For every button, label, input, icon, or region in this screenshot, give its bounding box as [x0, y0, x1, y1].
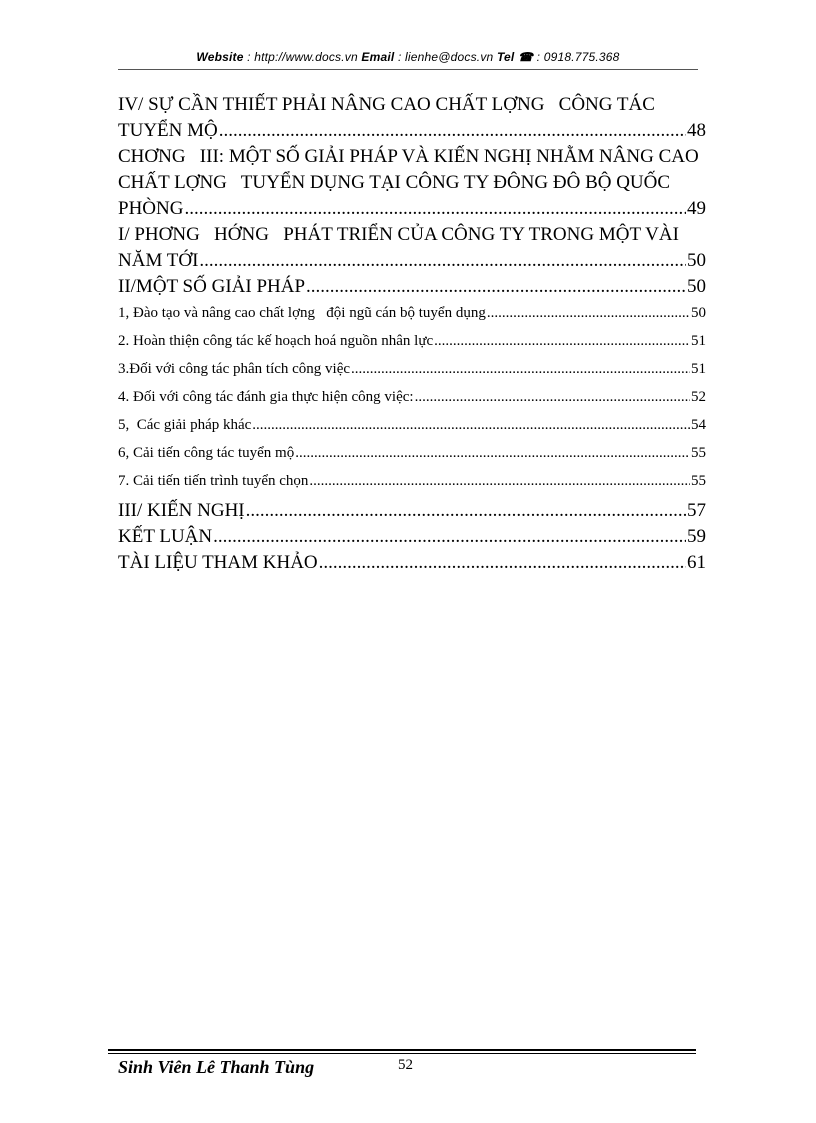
- toc-entry-1-line-1: [118, 92, 706, 118]
- toc-leader-dots: [246, 498, 686, 524]
- toc-entry-2-title-cont: CHẤT LỢNG TUYỂN DỤNG TẠI CÔNG TY ĐÔNG ĐÔ BỘ QUỐC: [118, 172, 671, 193]
- toc-entry-6-page: 59: [687, 526, 706, 547]
- toc-sub-entry-1-title: 1, Đào tạo và nâng cao chất lợng đội ngũ cán bộ tuyển dụng: [118, 305, 486, 321]
- toc-entry-2-line-3: [118, 196, 706, 222]
- footer-divider: [108, 1049, 696, 1051]
- toc-entry-2-title: CHƠNG III: MỘT SỐ GIẢI PHÁP VÀ KIẾN NGHỊ NHẰM NÂNG CAO: [118, 146, 699, 167]
- toc-entry-3-title-cont: NĂM TỚI: [118, 250, 199, 271]
- toc-leader-dots: [252, 412, 690, 438]
- toc-entry-3-line-1: [118, 222, 706, 248]
- toc-entry-5-page: 57: [687, 500, 706, 521]
- toc-sub-entry-1: [118, 300, 706, 326]
- toc-sub-entry-3: [118, 356, 706, 382]
- footer-author: Sinh Viên Lê Thanh Tùng: [118, 1057, 315, 1077]
- toc-leader-dots: [199, 248, 686, 274]
- toc-sub-entry-2: [118, 328, 706, 354]
- toc-entry-7: [118, 550, 706, 576]
- toc-entry-4: [118, 274, 706, 300]
- toc-entry-3-line-2: [118, 248, 706, 274]
- toc-leader-dots: [295, 440, 690, 466]
- toc-sub-entry-6: [118, 440, 706, 466]
- toc-sub-entry-7-page: 55: [691, 473, 706, 489]
- toc-sub-entry-5-title: 5, Các giải pháp khác: [118, 417, 252, 433]
- toc-leader-dots: [487, 300, 690, 326]
- toc-leader-dots: [309, 468, 690, 494]
- toc-entry-2-line-2: [118, 170, 706, 196]
- toc-sub-entry-6-title: 6, Cải tiến công tác tuyển mộ: [118, 445, 295, 461]
- toc-entry-2-line-1: [118, 144, 706, 170]
- website-value: : http://www.docs.vn: [243, 50, 362, 64]
- toc-entry-1-line-2: [118, 118, 706, 144]
- toc-entry-7-title: TÀI LIỆU THAM KHẢO: [118, 552, 318, 573]
- footer-divider-thin: [108, 1053, 696, 1054]
- toc-entry-1-title-cont: TUYỂN MỘ: [118, 120, 218, 141]
- toc-leader-dots: [351, 356, 690, 382]
- toc-leader-dots: [306, 274, 686, 300]
- toc-sub-entry-1-page: 50: [691, 305, 706, 321]
- phone-icon: ☎: [517, 50, 534, 64]
- toc-sub-entry-2-title: 2. Hoàn thiện công tác kế hoạch hoá nguồn nhân lực: [118, 333, 434, 349]
- toc-entry-2-page: 49: [687, 198, 706, 219]
- toc-entry-7-page: 61: [687, 552, 706, 573]
- footer-page-number: 52: [398, 1057, 413, 1073]
- toc-leader-dots: [415, 384, 690, 410]
- toc-sub-entry-4-title: 4. Đối với công tác đánh gia thực hiện công việc:: [118, 389, 414, 405]
- toc-entry-5: [118, 498, 706, 524]
- website-label: Website: [196, 50, 244, 64]
- toc-sub-entry-7: [118, 468, 706, 494]
- toc-entry-1-title: IV/ SỰ CẦN THIẾT PHẢI NÂNG CAO CHẤT LỢNG CÔNG TÁC: [118, 94, 655, 115]
- toc-sub-entry-5-page: 54: [691, 417, 706, 433]
- toc-sub-entry-3-page: 51: [691, 361, 706, 377]
- email-label: Email: [361, 50, 395, 64]
- toc-entry-3-page: 50: [687, 250, 706, 271]
- toc-leader-dots: [184, 196, 686, 222]
- toc-entry-6: [118, 524, 706, 550]
- toc-sub-entry-3-title: 3.Đối với công tác phân tích công việc: [118, 361, 351, 377]
- tel-label: Tel: [496, 50, 515, 64]
- toc-entry-6-title: KẾT LUẬN: [118, 526, 213, 547]
- toc-entry-5-title: III/ KIẾN NGHỊ: [118, 500, 245, 521]
- toc-leader-dots: [319, 550, 686, 576]
- toc-sub-entry-6-page: 55: [691, 445, 706, 461]
- toc-entry-1-page: 48: [687, 120, 706, 141]
- toc-entry-4-title: II/MỘT SỐ GIẢI PHÁP: [118, 276, 306, 297]
- toc-sub-entry-2-page: 51: [691, 333, 706, 349]
- toc-leader-dots: [219, 118, 686, 144]
- toc-sub-entry-4: [118, 384, 706, 410]
- table-of-contents: [118, 92, 706, 576]
- toc-sub-entry-4-page: 52: [691, 389, 706, 405]
- tel-value: : 0918.775.368: [533, 50, 620, 64]
- toc-leader-dots: [434, 328, 690, 354]
- toc-entry-4-page: 50: [687, 276, 706, 297]
- email-value: : lienhe@docs.vn: [394, 50, 497, 64]
- toc-leader-dots: [213, 524, 686, 550]
- toc-entry-2-title-end: PHÒNG: [118, 198, 184, 219]
- page-header: [118, 50, 698, 64]
- header-divider: [118, 69, 698, 70]
- toc-entry-3-title: I/ PHƠNG HỚNG PHÁT TRIỂN CỦA CÔNG TY TRONG MỘT VÀI: [118, 224, 679, 245]
- toc-sub-entry-5: [118, 412, 706, 438]
- toc-sub-entry-7-title: 7. Cải tiến tiến trình tuyển chọn: [118, 473, 309, 489]
